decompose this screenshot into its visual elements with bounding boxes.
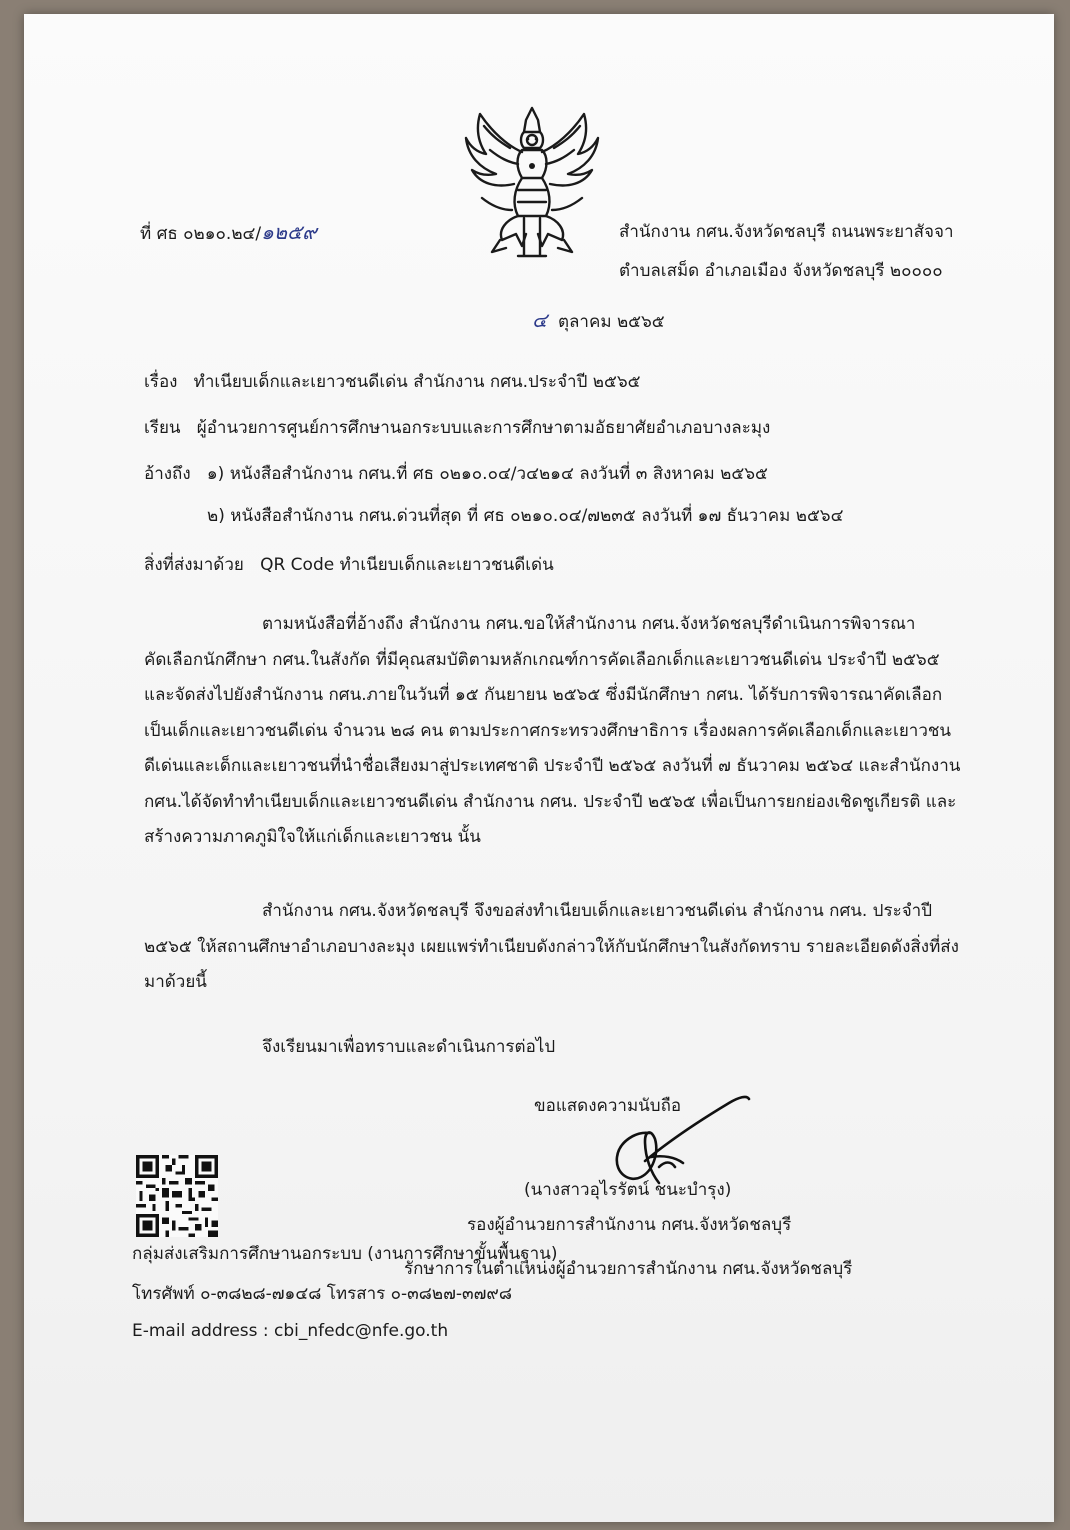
- subject-line: [144, 372, 641, 392]
- subject-label: เรื่อง: [144, 372, 178, 392]
- salutation: ขอแสดงความนับถือ: [534, 1096, 682, 1116]
- enclosure-line: [144, 555, 554, 575]
- subject-text: ทำเนียบเด็กและเยาวชนดีเด่น สำนักงาน กศน.ประจำปี ๒๕๖๕: [193, 372, 641, 392]
- reference-number-handwritten: ๑๒๕๙: [261, 220, 317, 244]
- reference-item: ๑) หนังสือสำนักงาน กศน.ที่ ศธ ๐๒๑๐.๐๔/ว๔๒๑๔ ลงวันที่ ๓ สิงหาคม ๒๕๖๕: [206, 464, 768, 484]
- paragraph-line: [144, 894, 970, 930]
- recipient-label: เรียน: [144, 418, 181, 438]
- reference-number: [140, 222, 317, 244]
- paragraph-line: และจัดส่งไปยังสำนักงาน กศน.ภายในวันที่ ๑๕ กันยายน ๒๕๖๕ ซึ่งมีนักศึกษา กศน. ได้รับการพิจารณาคัดเลือก: [144, 685, 943, 705]
- garuda-emblem-icon: [462, 106, 602, 262]
- paragraph-line-text: สำนักงาน กศน.จังหวัดชลบุรี จึงขอส่งทำเนียบเด็กและเยาวชนดีเด่น สำนักงาน กศน. ประจำปี: [262, 901, 933, 921]
- paragraph-line: ดีเด่นและเด็กและเยาวชนที่นำชื่อเสียงมาสู่ประเทศชาติ ประจำปี ๒๕๖๕ ลงวันที่ ๗ ธันวาคม ๒๕๖๔ และสำนักงาน: [144, 756, 961, 776]
- signatory-position-2: รักษาการในตำแหน่งผู้อำนวยการสำนักงาน กศน.จังหวัดชลบุรี: [404, 1259, 853, 1279]
- body-paragraph-2: [144, 894, 970, 1001]
- body-paragraph-1: [144, 607, 970, 856]
- letter-page: [24, 14, 1054, 1522]
- recipient-line: [144, 418, 770, 438]
- sender-address-line2: ตำบลเสม็ด อำเภอเมือง จังหวัดชลบุรี ๒๐๐๐๐: [619, 261, 943, 281]
- date-day-handwritten: ๔: [532, 308, 548, 332]
- footer-department: กลุ่มส่งเสริมการศึกษานอกระบบ (งานการศึกษาขั้นพื้นฐาน): [132, 1244, 558, 1264]
- reference-prefix: ที่ ศธ ๐๒๑๐.๒๔/: [140, 224, 262, 244]
- enclosure-text: QR Code ทำเนียบเด็กและเยาวชนดีเด่น: [260, 555, 554, 575]
- date-month-year: ตุลาคม ๒๕๖๕: [557, 312, 665, 332]
- reference-item: ๒) หนังสือสำนักงาน กศน.ด่วนที่สุด ที่ ศธ ๐๒๑๐.๐๔/๗๒๓๕ ลงวันที่ ๑๗ ธันวาคม ๒๕๖๔: [207, 506, 844, 526]
- footer-email: E-mail address : cbi_nfedc@nfe.go.th: [132, 1321, 449, 1341]
- paragraph-line: ๒๕๖๕ ให้สถานศึกษาอำเภอบางละมุง เผยแพร่ทำเนียบดังกล่าวให้กับนักศึกษาในสังกัดทราบ รายละเอียดดังสิ่งที่ส่ง: [144, 936, 959, 957]
- sender-address-line1: สำนักงาน กศน.จังหวัดชลบุรี ถนนพระยาสัจจา: [619, 222, 954, 242]
- closing-request: จึงเรียนมาเพื่อทราบและดำเนินการต่อไป: [262, 1037, 556, 1057]
- paragraph-line: คัดเลือกนักศึกษา กศน.ในสังกัด ที่มีคุณสมบัติตามหลักเกณฑ์การคัดเลือกเด็กและเยาวชนดีเด่น ประจำปี ๒๕๖๕: [144, 649, 940, 670]
- signatory-name: (นางสาวอุไรรัตน์ ชนะบำรุง): [524, 1180, 732, 1200]
- qr-code-icon: [136, 1155, 218, 1237]
- paragraph-line: เป็นเด็กและเยาวชนดีเด่น จำนวน ๒๘ คน ตามประกาศกระทรวงศึกษาธิการ เรื่องผลการคัดเลือกเด็กและเยาวชน: [144, 720, 952, 741]
- paragraph-line: มาด้วยนี้: [144, 972, 207, 992]
- references-label: อ้างถึง: [144, 464, 191, 484]
- paragraph-line: สร้างความภาคภูมิใจให้แก่เด็กและเยาวชน นั้น: [144, 827, 481, 847]
- recipient-text: ผู้อำนวยการศูนย์การศึกษานอกระบบและการศึกษาตามอัธยาศัยอำเภอบางละมุง: [196, 418, 771, 438]
- paragraph-line-text: ตามหนังสือที่อ้างถึง สำนักงาน กศน.ขอให้สำนักงาน กศน.จังหวัดชลบุรีดำเนินการพิจารณา: [262, 614, 916, 634]
- paragraph-line: [144, 607, 970, 643]
- letter-date: [532, 310, 665, 332]
- reference-line-1: [144, 464, 768, 484]
- footer-phone-fax: โทรศัพท์ ๐-๓๘๒๘-๗๑๔๘ โทรสาร ๐-๓๘๒๗-๓๗๙๘: [132, 1284, 513, 1304]
- enclosure-label: สิ่งที่ส่งมาด้วย: [144, 555, 244, 575]
- paragraph-line: กศน.ได้จัดทำทำเนียบเด็กและเยาวชนดีเด่น สำนักงาน กศน. ประจำปี ๒๕๖๕ เพื่อเป็นการยกย่องเชิดชูเกียรติ และ: [144, 791, 957, 812]
- signatory-position-1: รองผู้อำนวยการสำนักงาน กศน.จังหวัดชลบุรี: [467, 1215, 792, 1235]
